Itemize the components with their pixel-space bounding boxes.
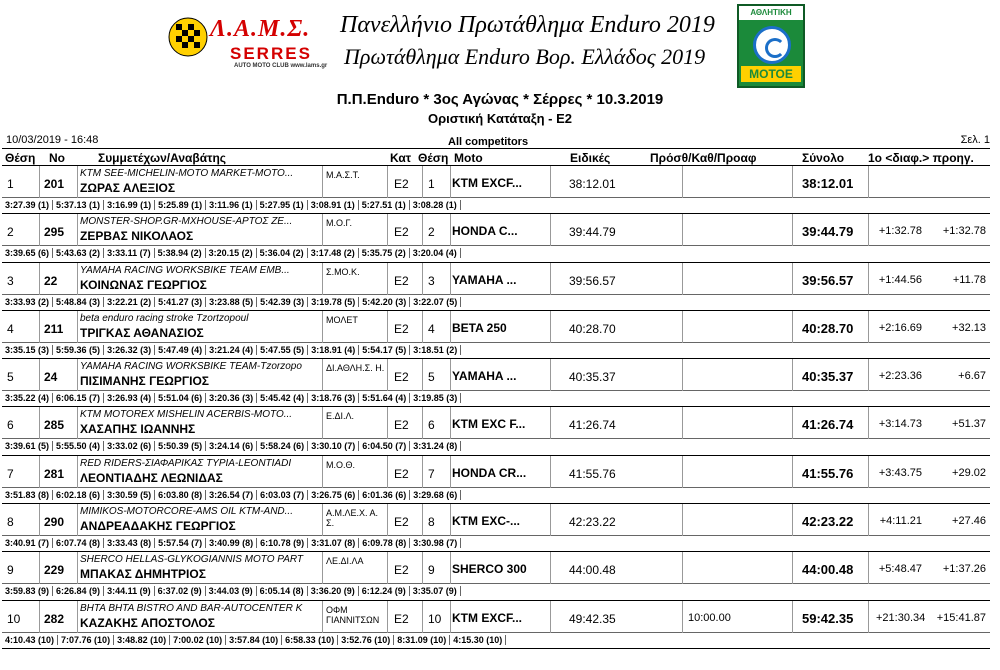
total-time-cell: 40:28.70 bbox=[802, 320, 854, 336]
lap-time: 3:17.48 (2) bbox=[308, 248, 359, 258]
lap-time: 5:35.75 (2) bbox=[359, 248, 410, 258]
race-subtitle: Οριστική Κατάταξη - Ε2 bbox=[427, 111, 572, 126]
number-cell: 295 bbox=[44, 225, 65, 240]
rider-cell: ΠΙΣΙΜΑΝΗΣ ΓΕΩΡΓΙΟΣ bbox=[80, 374, 209, 389]
lap-time: 3:51.83 (8) bbox=[2, 490, 53, 500]
lap-time: 3:23.88 (5) bbox=[206, 297, 257, 307]
lap-time: 3:29.68 (6) bbox=[410, 490, 461, 500]
championship-title: Πανελλήνιο Πρωτάθλημα Enduro 2019 bbox=[340, 12, 715, 38]
team-cell: KTM MOTOREX MISHELIN ACERBIS-MOTO... bbox=[80, 409, 293, 421]
table-row bbox=[2, 166, 990, 214]
lap-time: 3:11.96 (1) bbox=[206, 200, 257, 210]
lap-times bbox=[2, 393, 990, 405]
gap-previous-cell: +1:32.78 bbox=[942, 225, 986, 238]
gap-previous-cell: +27.46 bbox=[952, 515, 986, 528]
position-cell: 1 bbox=[7, 177, 14, 191]
category-position-cell: 10 bbox=[428, 611, 442, 626]
club-cell: ΜΟΛΕΤ bbox=[326, 314, 358, 325]
lap-time: 3:44.03 (9) bbox=[206, 586, 257, 596]
lap-time: 3:20.36 (3) bbox=[206, 393, 257, 403]
total-time-cell: 42:23.22 bbox=[802, 514, 854, 530]
gap-previous-cell: +51.37 bbox=[952, 418, 986, 431]
number-cell: 285 bbox=[44, 418, 65, 433]
total-time-cell: 44:00.48 bbox=[802, 562, 854, 578]
lap-times bbox=[2, 248, 990, 260]
lap-time: 3:20.15 (2) bbox=[206, 248, 257, 258]
lap-time: 3:30.59 (5) bbox=[104, 490, 155, 500]
position-cell: 7 bbox=[7, 466, 14, 481]
lap-time: 3:19.78 (5) bbox=[308, 297, 359, 307]
lap-times bbox=[2, 490, 990, 502]
competitors-filter: All competitors bbox=[448, 136, 529, 148]
lap-time: 6:26.84 (9) bbox=[53, 586, 104, 596]
col-gap: 1ο <διαφ.> προηγ. bbox=[868, 151, 974, 165]
lap-time: 5:55.50 (4) bbox=[53, 441, 104, 451]
position-cell: 9 bbox=[7, 563, 14, 578]
lap-time: 3:39.65 (6) bbox=[2, 248, 53, 258]
lap-time: 5:36.04 (2) bbox=[257, 248, 308, 258]
col-rider: Συμμετέχων/Αναβάτης bbox=[98, 151, 227, 165]
bike-cell: KTM EXCF... bbox=[452, 176, 523, 190]
gap-first-cell: +2:16.69 bbox=[878, 321, 922, 334]
lap-time: 3:21.24 (4) bbox=[206, 345, 257, 355]
special-time-cell: 41:55.76 bbox=[569, 466, 616, 481]
position-cell: 6 bbox=[7, 418, 14, 433]
lap-time: 3:22.07 (5) bbox=[410, 297, 461, 307]
col-special: Ειδικές bbox=[570, 151, 611, 165]
col-catpos: Θέση bbox=[418, 151, 449, 165]
club-cell: ΛΕ.ΔΙ.ΛΑ bbox=[326, 556, 364, 567]
lap-time: 6:09.78 (8) bbox=[359, 538, 410, 548]
lap-time: 8:31.09 (10) bbox=[394, 635, 450, 645]
lap-time: 3:18.76 (3) bbox=[308, 393, 359, 403]
team-cell: KTM SEE-MICHELIN-MOTO MARKET-MOTO... bbox=[80, 168, 294, 179]
col-bike: Moto bbox=[454, 151, 483, 165]
lap-time: 3:57.84 (10) bbox=[226, 635, 282, 645]
bike-cell: KTM EXCF... bbox=[452, 610, 523, 625]
gap-previous-cell: +1:37.26 bbox=[942, 563, 986, 576]
lap-time: 5:43.63 (2) bbox=[53, 248, 104, 258]
lap-time: 6:02.18 (6) bbox=[53, 490, 104, 500]
lap-time: 5:57.54 (7) bbox=[155, 538, 206, 548]
lap-time: 3:19.85 (3) bbox=[410, 393, 461, 403]
bike-cell: HONDA CR... bbox=[452, 465, 527, 480]
lap-time: 6:07.74 (8) bbox=[53, 538, 104, 548]
rider-cell: ΚΟΙΝΩΝΑΣ ΓΕΩΡΓΙΟΣ bbox=[80, 277, 207, 292]
club-cell: Μ.Ο.Γ. bbox=[326, 218, 352, 229]
lap-time: 5:48.84 (3) bbox=[53, 297, 104, 307]
category-cell: E2 bbox=[394, 515, 409, 530]
rider-cell: ΜΠΑΚΑΣ ΔΗΜΗΤΡΙΟΣ bbox=[80, 567, 206, 582]
total-time-cell: 39:44.79 bbox=[802, 224, 854, 240]
total-time-cell: 38:12.01 bbox=[802, 176, 854, 191]
lap-time: 3:24.14 (6) bbox=[206, 441, 257, 451]
lap-time: 3:22.21 (2) bbox=[104, 297, 155, 307]
team-cell: beta enduro racing stroke Tzortzopoul bbox=[80, 312, 249, 324]
lap-time: 3:31.07 (8) bbox=[308, 538, 359, 548]
gap-first-cell: +3:43.75 bbox=[878, 466, 922, 479]
lap-time: 5:51.64 (4) bbox=[359, 393, 410, 403]
gap-first-cell: +4:11.21 bbox=[879, 515, 922, 528]
lap-time: 3:35.22 (4) bbox=[2, 393, 53, 403]
lap-time: 5:51.04 (6) bbox=[155, 393, 206, 403]
category-position-cell: 6 bbox=[428, 418, 435, 433]
lap-time: 5:47.55 (5) bbox=[257, 345, 308, 355]
total-time-cell: 59:42.35 bbox=[802, 610, 854, 626]
number-cell: 211 bbox=[44, 321, 64, 336]
results-table bbox=[2, 166, 990, 649]
lap-time: 3:30.98 (7) bbox=[410, 538, 461, 548]
category-position-cell: 2 bbox=[428, 225, 435, 240]
number-cell: 24 bbox=[44, 370, 58, 385]
result-main-row bbox=[2, 504, 990, 536]
team-cell: ΒΗΤΑ ΒΗΤΑ BISTRO AND BAR-AUTOCENTER K bbox=[80, 602, 303, 614]
gap-first-cell: +1:32.78 bbox=[878, 225, 922, 238]
gap-previous-cell: +15:41.87 bbox=[936, 611, 986, 624]
bike-cell: HONDA C... bbox=[452, 224, 518, 239]
col-cat: Κατ bbox=[390, 151, 412, 165]
lap-time: 3:08.28 (1) bbox=[410, 200, 461, 210]
col-total: Σύνολο bbox=[802, 151, 845, 165]
motoe-wheel-icon bbox=[753, 26, 791, 64]
gap-first-cell: +5:48.47 bbox=[878, 563, 922, 576]
category-position-cell: 4 bbox=[428, 321, 435, 336]
total-time-cell: 41:55.76 bbox=[802, 465, 854, 481]
lap-time: 6:05.14 (8) bbox=[257, 586, 308, 596]
lap-time: 3:44.11 (9) bbox=[104, 586, 155, 596]
report-datetime: 10/03/2019 - 16:48 bbox=[6, 134, 99, 146]
serres-logo-text: SERRES bbox=[230, 44, 312, 63]
lap-time: 5:58.24 (6) bbox=[257, 441, 308, 451]
motoe-bottom-text: ΜΟΤΟΕ bbox=[741, 66, 801, 82]
bike-cell: BETA 250 bbox=[452, 320, 507, 335]
lams-logo bbox=[168, 12, 328, 72]
club-logo-text: AUTO MOTO CLUB www.lams.gr bbox=[234, 63, 328, 69]
rider-cell: ΖΩΡΑΣ ΑΛΕΞΙΟΣ bbox=[80, 181, 176, 195]
lap-time: 3:33.93 (2) bbox=[2, 297, 53, 307]
special-time-cell: 42:23.22 bbox=[569, 515, 616, 530]
gap-previous-cell: +29.02 bbox=[952, 466, 986, 479]
lap-time: 6:04.50 (7) bbox=[359, 441, 410, 451]
bike-cell: KTM EXC-... bbox=[452, 514, 520, 529]
gap-first-cell: +1:44.56 bbox=[878, 273, 922, 286]
category-cell: E2 bbox=[394, 466, 409, 481]
team-cell: SHERCO HELLAS-GLYKOGIANNIS MOTO PART bbox=[80, 554, 304, 566]
category-position-cell: 1 bbox=[428, 177, 435, 191]
lap-time: 5:59.36 (5) bbox=[53, 345, 104, 355]
race-title: Π.Π.Enduro * 3ος Αγώνας * Σέρρες * 10.3.2019 bbox=[336, 91, 664, 108]
special-time-cell: 49:42.35 bbox=[569, 611, 616, 626]
lap-time: 3:36.20 (9) bbox=[308, 586, 359, 596]
lap-time: 3:26.75 (6) bbox=[308, 490, 359, 500]
team-cell: RED RIDERS-ΣΙΑΦΑΡΙΚΑΣ ΤΥΡΙΑ-LEONTIADI bbox=[80, 457, 292, 469]
number-cell: 201 bbox=[44, 177, 65, 191]
special-time-cell: 39:56.57 bbox=[569, 273, 616, 288]
table-row bbox=[2, 263, 990, 311]
lap-time: 7:00.02 (10) bbox=[170, 635, 226, 645]
table-row bbox=[2, 504, 990, 552]
lap-time: 3:26.32 (3) bbox=[104, 345, 155, 355]
rider-cell: ΧΑΣΑΠΗΣ ΙΩΑΝΝΗΣ bbox=[80, 422, 196, 437]
result-main-row bbox=[2, 263, 990, 295]
lap-time: 3:35.15 (3) bbox=[2, 345, 53, 355]
lap-time: 3:33.43 (8) bbox=[104, 538, 155, 548]
lap-time: 6:03.03 (7) bbox=[257, 490, 308, 500]
category-cell: E2 bbox=[394, 611, 409, 626]
gap-first-cell: +21:30.34 bbox=[876, 611, 926, 624]
position-cell: 10 bbox=[7, 611, 21, 626]
rider-cell: ΖΕΡΒΑΣ ΝΙΚΟΛΑΟΣ bbox=[80, 229, 194, 244]
lap-time: 4:10.43 (10) bbox=[2, 635, 58, 645]
lap-times bbox=[2, 297, 990, 309]
team-cell: MIMIKOS-MOTORCORE-AMS OIL KTM-AND... bbox=[80, 506, 293, 518]
result-main-row bbox=[2, 601, 990, 633]
category-position-cell: 5 bbox=[428, 370, 435, 385]
col-num: Νο bbox=[49, 151, 65, 165]
page-number: Σελ. 1 bbox=[960, 134, 990, 146]
lap-times bbox=[2, 538, 990, 550]
category-cell: E2 bbox=[394, 225, 409, 240]
gap-previous-cell: +6.67 bbox=[958, 370, 986, 383]
lap-time: 3:59.83 (9) bbox=[2, 586, 53, 596]
club-cell: Ε.ΔΙ.Λ. bbox=[326, 411, 355, 422]
number-cell: 22 bbox=[44, 273, 58, 288]
position-cell: 5 bbox=[7, 370, 14, 385]
lams-logo-text: Λ.Α.Μ.Σ. bbox=[210, 16, 311, 42]
lap-time: 3:33.02 (6) bbox=[104, 441, 155, 451]
rider-cell: ΤΡΙΓΚΑΣ ΑΘΑΝΑΣΙΟΣ bbox=[80, 325, 204, 340]
lap-time: 3:40.91 (7) bbox=[2, 538, 53, 548]
lap-time: 3:18.91 (4) bbox=[308, 345, 359, 355]
number-cell: 282 bbox=[44, 611, 65, 626]
position-cell: 4 bbox=[7, 321, 14, 336]
lap-time: 5:27.51 (1) bbox=[359, 200, 410, 210]
rider-cell: ΚΑΖΑΚΗΣ ΑΠΟΣΤΟΛΟΣ bbox=[80, 615, 215, 630]
page-header bbox=[0, 0, 1000, 92]
lap-time: 6:12.24 (9) bbox=[359, 586, 410, 596]
championship-subtitle: Πρωτάθλημα Enduro Βορ. Ελλάδος 2019 bbox=[344, 44, 706, 69]
position-cell: 3 bbox=[7, 273, 14, 288]
club-cell: Α.Μ.ΛΕ.Χ. Α. Σ. bbox=[326, 508, 379, 529]
table-row bbox=[2, 552, 990, 600]
column-headers bbox=[2, 148, 990, 166]
category-position-cell: 7 bbox=[428, 466, 435, 481]
checkered-flag-icon bbox=[168, 12, 208, 62]
category-cell: E2 bbox=[394, 321, 409, 336]
lap-time: 5:45.42 (4) bbox=[257, 393, 308, 403]
lap-time: 3:18.51 (2) bbox=[410, 345, 461, 355]
lap-time: 5:42.20 (3) bbox=[359, 297, 410, 307]
category-cell: E2 bbox=[394, 273, 409, 288]
table-row bbox=[2, 601, 990, 649]
lap-time: 7:07.76 (10) bbox=[58, 635, 114, 645]
lap-time: 5:25.89 (1) bbox=[155, 200, 206, 210]
col-pos: Θέση bbox=[5, 151, 36, 165]
club-cell: ΔΙ.ΑΘΛΗ.Σ. Η. bbox=[326, 363, 385, 374]
category-position-cell: 8 bbox=[428, 515, 435, 530]
gap-first-cell: +3:14.73 bbox=[878, 418, 922, 431]
col-penalty: Πρόσθ/Καθ/Προαφ bbox=[650, 151, 757, 165]
lap-time: 3:30.10 (7) bbox=[308, 441, 359, 451]
rider-cell: ΛΕΟΝΤΙΑΔΗΣ ΛΕΩΝΙΔΑΣ bbox=[80, 470, 223, 485]
number-cell: 229 bbox=[44, 563, 65, 578]
club-cell: Σ.ΜΟ.Κ. bbox=[326, 266, 360, 277]
lap-time: 3:20.04 (4) bbox=[410, 248, 461, 258]
lap-times bbox=[2, 345, 990, 357]
special-time-cell: 40:35.37 bbox=[569, 370, 616, 385]
result-main-row bbox=[2, 214, 990, 246]
category-cell: E2 bbox=[394, 418, 409, 433]
bike-cell: YAMAHA ... bbox=[452, 272, 517, 287]
result-main-row bbox=[2, 456, 990, 488]
result-main-row bbox=[2, 311, 990, 343]
gap-first-cell: +2:23.36 bbox=[878, 370, 922, 383]
club-cell: ΟΦΜ ΓΙΑΝΝΙΤΣΩΝ bbox=[326, 604, 380, 625]
special-time-cell: 38:12.01 bbox=[569, 177, 616, 191]
bike-cell: YAMAHA ... bbox=[452, 369, 517, 384]
rider-cell: ΑΝΔΡΕΑΔΑΚΗΣ ΓΕΩΡΓΙΟΣ bbox=[80, 519, 236, 534]
lap-time: 3:16.99 (1) bbox=[104, 200, 155, 210]
lap-time: 5:41.27 (3) bbox=[155, 297, 206, 307]
club-cell: Μ.Α.Σ.Τ. bbox=[326, 170, 360, 180]
result-main-row bbox=[2, 407, 990, 439]
lap-time: 5:42.39 (3) bbox=[257, 297, 308, 307]
lap-time: 6:06.15 (7) bbox=[53, 393, 104, 403]
gap-previous-cell: +32.13 bbox=[952, 321, 986, 334]
lap-time: 5:38.94 (2) bbox=[155, 248, 206, 258]
category-cell: E2 bbox=[394, 370, 409, 385]
lap-time: 3:08.91 (1) bbox=[308, 200, 359, 210]
lap-time: 6:01.36 (6) bbox=[359, 490, 410, 500]
special-time-cell: 44:00.48 bbox=[569, 563, 616, 578]
lap-times bbox=[2, 200, 990, 212]
bike-cell: SHERCO 300 bbox=[452, 562, 527, 577]
lap-time: 3:27.39 (1) bbox=[2, 200, 53, 210]
result-main-row bbox=[2, 359, 990, 391]
lap-time: 3:39.61 (5) bbox=[2, 441, 53, 451]
category-cell: E2 bbox=[394, 177, 409, 191]
lap-time: 3:40.99 (8) bbox=[206, 538, 257, 548]
lap-time: 3:33.11 (7) bbox=[104, 248, 155, 258]
lap-time: 3:35.07 (9) bbox=[410, 586, 461, 596]
club-cell: Μ.Ο.Θ. bbox=[326, 459, 355, 470]
lap-time: 4:15.30 (10) bbox=[450, 635, 506, 645]
lap-time: 5:37.13 (1) bbox=[53, 200, 104, 210]
lap-time: 3:31.24 (8) bbox=[410, 441, 461, 451]
team-cell: YAMAHA RACING WORKSBIKE TEAM EMB... bbox=[80, 264, 290, 276]
result-main-row bbox=[2, 552, 990, 584]
lap-time: 3:48.82 (10) bbox=[114, 635, 170, 645]
table-row bbox=[2, 407, 990, 455]
table-row bbox=[2, 359, 990, 407]
lap-time: 5:50.39 (5) bbox=[155, 441, 206, 451]
lap-times bbox=[2, 635, 990, 647]
motoe-top-text: ΑΘΛΗΤΙΚΗ bbox=[739, 6, 803, 20]
bike-cell: KTM EXC F... bbox=[452, 417, 526, 432]
total-time-cell: 40:35.37 bbox=[802, 369, 854, 385]
position-cell: 8 bbox=[7, 515, 14, 530]
special-time-cell: 40:28.70 bbox=[569, 321, 616, 336]
motoe-logo bbox=[737, 4, 805, 88]
lap-times bbox=[2, 586, 990, 598]
lap-time: 5:27.95 (1) bbox=[257, 200, 308, 210]
lap-times bbox=[2, 441, 990, 453]
team-cell: MONSTER-SHOP.GR-MXHOUSE-ΑΡΤΟΣ ΖΕ... bbox=[80, 216, 293, 228]
team-cell: YAMAHA RACING WORKSBIKE TEAM-Tzorzopo bbox=[80, 361, 302, 373]
total-time-cell: 39:56.57 bbox=[802, 272, 854, 288]
position-cell: 2 bbox=[7, 225, 14, 240]
category-position-cell: 9 bbox=[428, 563, 435, 578]
number-cell: 281 bbox=[44, 466, 65, 481]
special-time-cell: 39:44.79 bbox=[569, 225, 616, 240]
number-cell: 290 bbox=[44, 515, 65, 530]
total-time-cell: 41:26.74 bbox=[802, 417, 854, 433]
lap-time: 3:52.76 (10) bbox=[338, 635, 394, 645]
lap-time: 6:37.02 (9) bbox=[155, 586, 206, 596]
lap-time: 5:47.49 (4) bbox=[155, 345, 206, 355]
category-position-cell: 3 bbox=[428, 273, 435, 288]
lap-time: 6:03.80 (8) bbox=[155, 490, 206, 500]
lap-time: 3:26.93 (4) bbox=[104, 393, 155, 403]
lap-time: 6:58.33 (10) bbox=[282, 635, 338, 645]
lap-time: 5:54.17 (5) bbox=[359, 345, 410, 355]
penalty-cell: 10:00.00 bbox=[688, 611, 731, 624]
special-time-cell: 41:26.74 bbox=[569, 418, 616, 433]
table-row bbox=[2, 311, 990, 359]
table-row bbox=[2, 456, 990, 504]
table-row bbox=[2, 214, 990, 262]
category-cell: E2 bbox=[394, 563, 409, 578]
gap-previous-cell: +11.78 bbox=[952, 273, 986, 286]
lap-time: 6:10.78 (9) bbox=[257, 538, 308, 548]
lap-time: 3:26.54 (7) bbox=[206, 490, 257, 500]
result-main-row bbox=[2, 166, 990, 198]
